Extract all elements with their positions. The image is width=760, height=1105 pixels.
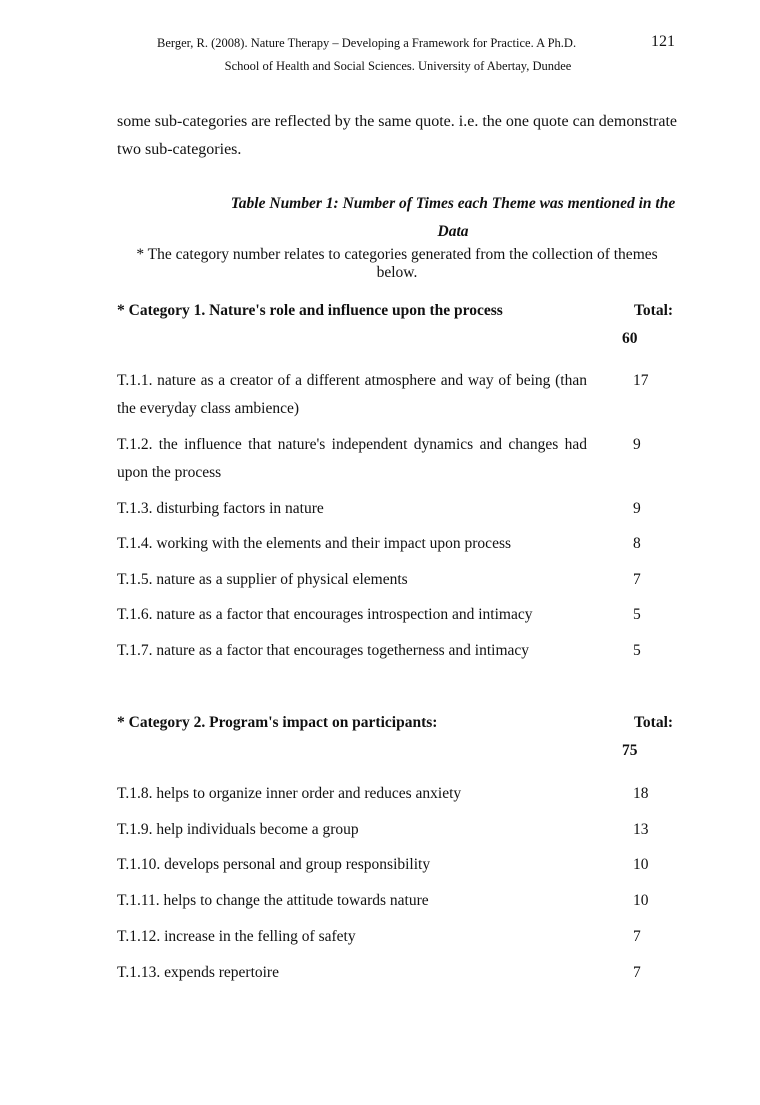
table-row-t1-3: T.1.3. disturbing factors in nature (117, 500, 324, 517)
table-row-t1-8-count: 18 (633, 785, 649, 802)
table-row-t1-1: T.1.1. nature as a creator of a different atmosphere and way of being (than the everyday class ambience) (117, 372, 587, 417)
table-row-t1-12-count: 7 (633, 928, 641, 945)
table-caption-line-2: Data (437, 223, 469, 240)
table-note-line-1: * The category number relates to categories generated from the collection of themes (136, 246, 658, 263)
table-row-t1-12: T.1.12. increase in the felling of safety (117, 928, 356, 945)
table-row-t1-5: T.1.5. nature as a supplier of physical elements (117, 571, 408, 588)
page-number: 121 (651, 33, 675, 50)
table-note (117, 246, 677, 282)
table-row-t1-8: T.1.8. helps to organize inner order and reduces anxiety (117, 785, 462, 802)
category-2-title: * Category 2. Program's impact on participants: (117, 714, 438, 731)
intro-paragraph: some sub-categories are reflected by the same quote. i.e. the one quote can demonstrate two sub-categories. (117, 113, 677, 158)
category-1-total-label: Total: (634, 302, 674, 319)
table-row-t1-4: T.1.4. working with the elements and their impact upon process (117, 535, 512, 552)
category-2-total-value: 75 (622, 742, 638, 759)
table-row-t1-9: T.1.9. help individuals become a group (117, 821, 359, 838)
category-2-total-label: Total: (634, 714, 674, 731)
table-row-t1-2: T.1.2. the influence that nature's independent dynamics and changes had upon the process (117, 436, 587, 481)
category-1-title: * Category 1. Nature's role and influence upon the process (117, 302, 503, 319)
table-row-t1-11-count: 10 (633, 892, 649, 909)
table-caption (160, 190, 706, 246)
table-row-t1-5-count: 7 (633, 571, 641, 588)
table-row-t1-6: T.1.6. nature as a factor that encourages introspection and intimacy (117, 606, 533, 623)
category-1-total-value: 60 (622, 330, 638, 347)
table-row-t1-10-count: 10 (633, 856, 649, 873)
table-note-line-2: below. (376, 264, 418, 281)
table-row-t1-7: T.1.7. nature as a factor that encourages togetherness and intimacy (117, 642, 530, 659)
table-caption-line-1: Table Number 1: Number of Times each Theme was mentioned in the (230, 195, 676, 212)
running-header-citation: Berger, R. (2008). Nature Therapy – Developing a Framework for Practice. A Ph.D. (157, 36, 577, 50)
table-row-t1-10: T.1.10. develops personal and group responsibility (117, 856, 431, 873)
table-row-t1-7-count: 5 (633, 642, 641, 659)
table-row-t1-4-count: 8 (633, 535, 641, 552)
table-row-t1-13: T.1.13. expends repertoire (117, 964, 279, 981)
running-header-institution: School of Health and Social Sciences. University of Abertay, Dundee (224, 59, 572, 73)
table-row-t1-1-count: 17 (633, 372, 649, 389)
table-row-t1-13-count: 7 (633, 964, 641, 981)
table-row-t1-6-count: 5 (633, 606, 641, 623)
table-row-t1-2-count: 9 (633, 436, 641, 453)
table-row-t1-11: T.1.11. helps to change the attitude towards nature (117, 892, 429, 909)
table-row-t1-9-count: 13 (633, 821, 649, 838)
table-row-t1-3-count: 9 (633, 500, 641, 517)
